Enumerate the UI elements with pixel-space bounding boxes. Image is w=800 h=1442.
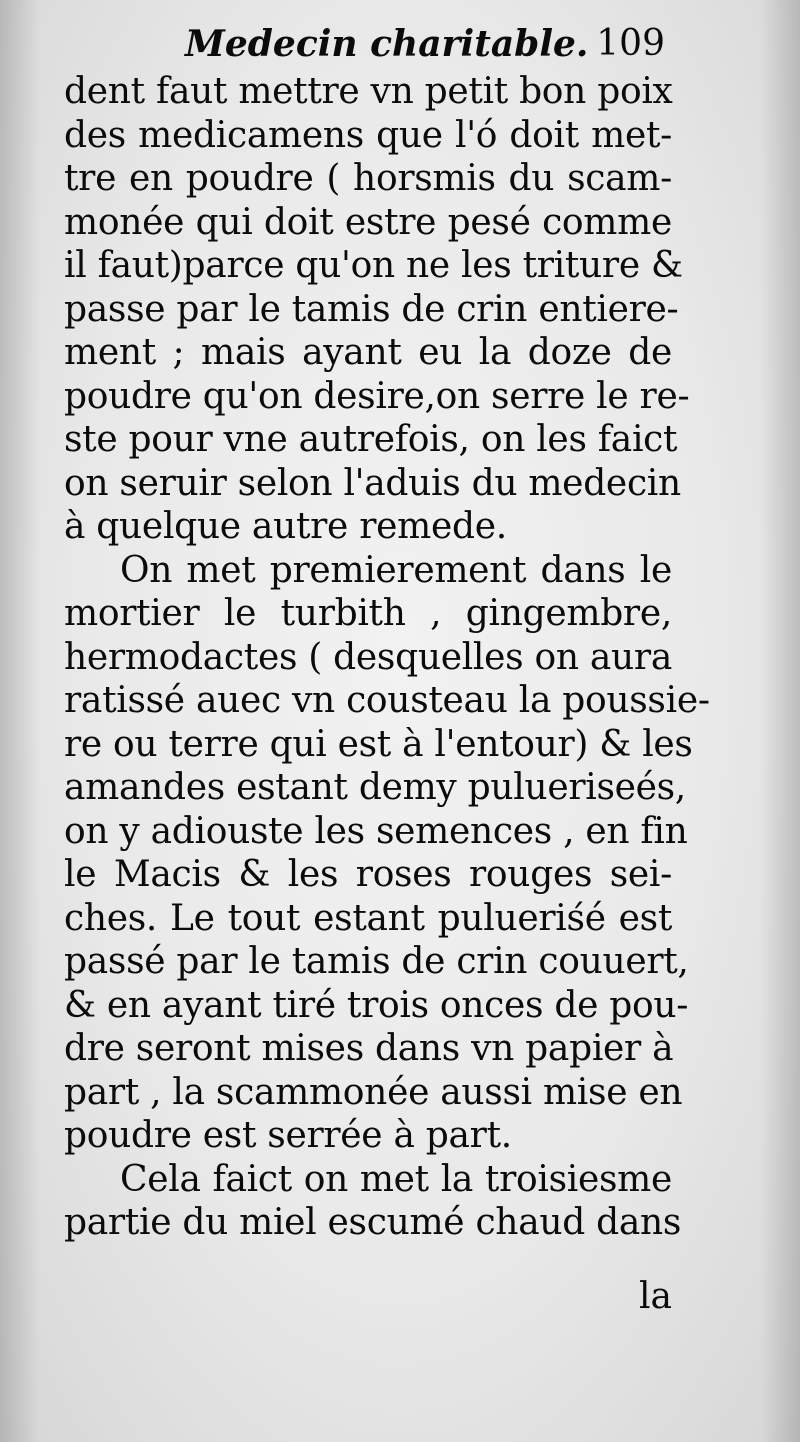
page-number: 109 — [596, 23, 665, 64]
text-line: le Macis & les roses rouges sei- — [64, 854, 672, 895]
text-line: On met premierement dans le — [120, 549, 672, 591]
text-line: passe par le tamis de crin entiere- — [64, 288, 679, 330]
running-title: Medecin charitable. — [185, 23, 589, 65]
text-line: dre seront mises dans vn papier à — [64, 1028, 674, 1069]
text-line: part , la scammonée aussi mise en — [64, 1071, 683, 1113]
text-line: mortier le turbith , gingembre, — [64, 593, 672, 634]
text-line: amandes estant demy pulueriseés, — [64, 767, 686, 808]
text-line: on y adiouste les semences , en fin — [64, 810, 688, 852]
text-line: tre en poudre ( horsmis du scam- — [64, 158, 672, 199]
text-line: passé par le tamis de crin couuert, — [64, 941, 689, 982]
text-line: & en ayant tiré trois onces de pou- — [64, 984, 689, 1026]
text-line: ste pour vne autrefois, on les faict — [64, 419, 678, 460]
text-line: ment ; mais ayant eu la doze de — [64, 332, 672, 373]
text-line: Cela faict on met la troisiesme — [120, 1158, 672, 1200]
text-line: partie du miel escumé chaud dans — [64, 1202, 682, 1243]
text-line: monée qui doit estre pesé comme — [64, 201, 672, 243]
page-header — [185, 14, 665, 74]
text-line: des medicamens que l'ó doit met- — [64, 114, 672, 156]
text-line: re ou terre qui est à l'entour) & les — [64, 723, 693, 765]
text-line: il faut)parce qu'on ne les triture & — [64, 245, 683, 286]
text-line: ches. Le tout estant pulueriśé est — [64, 897, 672, 939]
text-line: hermodactes ( desquelles on aura — [64, 636, 672, 678]
text-line: poudre qu'on desire,on serre le re- — [64, 375, 690, 417]
body-text — [64, 70, 710, 1245]
catchword: la — [639, 1276, 672, 1317]
left-page-shadow — [0, 0, 40, 1442]
text-line: dent faut mettre vn petit bon poix — [64, 71, 673, 112]
right-page-shadow — [760, 0, 800, 1442]
text-line: à quelque autre remede. — [64, 506, 507, 547]
text-line: poudre est serrée à part. — [64, 1115, 512, 1156]
text-line: on seruir selon l'aduis du medecin — [64, 462, 681, 504]
text-line: ratissé auec vn cousteau la poussie- — [64, 680, 710, 721]
